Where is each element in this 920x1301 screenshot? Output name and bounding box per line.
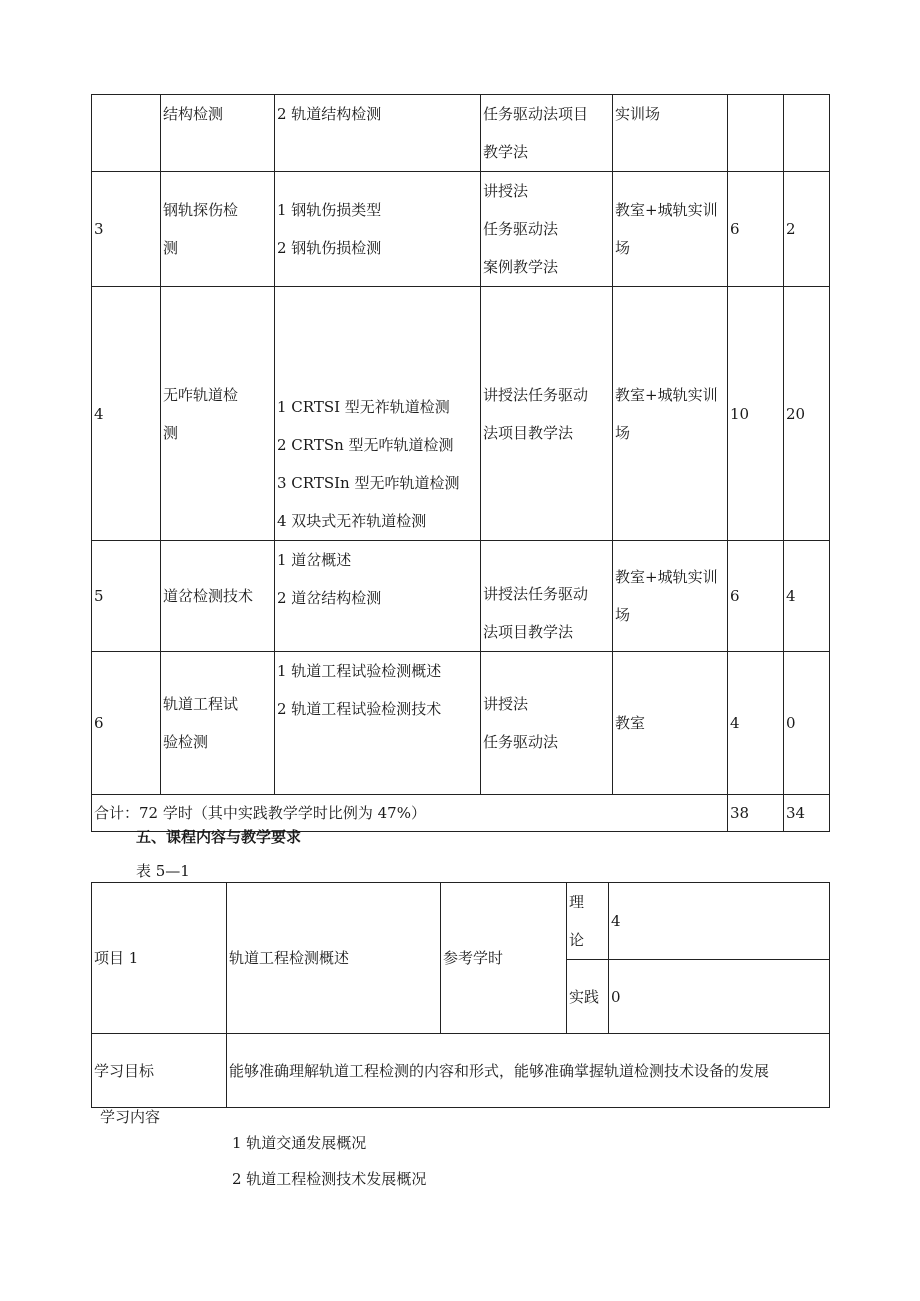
theory-hours: 10 <box>728 287 784 541</box>
project-table <box>91 882 830 1108</box>
learning-content-label: 学习内容 <box>100 1108 161 1126</box>
table-row <box>92 95 830 172</box>
theory-hours: 4 <box>728 652 784 795</box>
project-name: 轨道工程检测概述 <box>227 883 441 1034</box>
table-row <box>92 1034 830 1108</box>
table-row <box>92 883 830 960</box>
row-number: 3 <box>92 172 161 287</box>
teaching-method: 讲授法任务驱动 法项目教学法 <box>481 287 613 541</box>
section-heading: 五、课程内容与教学要求 <box>136 828 302 846</box>
total-theory-hours: 38 <box>728 795 784 832</box>
table-row <box>92 541 830 652</box>
teaching-place: 教室+城轨实训 场 <box>613 172 728 287</box>
practice-label: 实践 <box>567 960 609 1034</box>
project-label: 项目 1 <box>92 883 227 1034</box>
content-items: 1 道岔概述 2 道岔结构检测 <box>275 541 481 652</box>
row-number: 5 <box>92 541 161 652</box>
total-practice-hours: 34 <box>784 795 830 832</box>
theory-value: 4 <box>609 883 830 960</box>
theory-label: 理 论 <box>567 883 609 960</box>
module-name: 道岔检测技术 <box>161 541 275 652</box>
teaching-method: 讲授法 任务驱动法 <box>481 652 613 795</box>
content-items: 2 轨道结构检测 <box>275 95 481 172</box>
content-items: 1 钢轨伤损类型 2 钢轨伤损检测 <box>275 172 481 287</box>
course-schedule-table <box>91 94 830 832</box>
hours-label: 参考学时 <box>441 883 567 1034</box>
teaching-method: 讲授法任务驱动 法项目教学法 <box>481 541 613 652</box>
content-items: 1 轨道工程试验检测概述 2 轨道工程试验检测技术 <box>275 652 481 795</box>
practice-hours: 2 <box>784 172 830 287</box>
teaching-place: 教室 <box>613 652 728 795</box>
theory-hours: 6 <box>728 172 784 287</box>
practice-hours: 4 <box>784 541 830 652</box>
total-label: 合计：72 学时（其中实践教学学时比例为 47%） <box>92 795 728 832</box>
row-number: 4 <box>92 287 161 541</box>
teaching-method: 任务驱动法项目 教学法 <box>481 95 613 172</box>
row-number <box>92 95 161 172</box>
practice-hours: 20 <box>784 287 830 541</box>
table-row <box>92 287 830 541</box>
module-name: 轨道工程试 验检测 <box>161 652 275 795</box>
theory-hours: 6 <box>728 541 784 652</box>
content-items: 1 CRTSI 型无祚轨道检测 2 CRTSn 型无咋轨道检测 3 CRTSIn 型无咋轨道检测 4 双块式无祚轨道检测 <box>275 287 481 541</box>
module-name: 钢轨探伤检 测 <box>161 172 275 287</box>
list-item: 1 轨道交通发展概况 <box>232 1134 367 1152</box>
practice-hours: 0 <box>784 652 830 795</box>
theory-hours <box>728 95 784 172</box>
module-name: 无咋轨道检 测 <box>161 287 275 541</box>
practice-hours <box>784 95 830 172</box>
teaching-place: 教室+城轨实训 场 <box>613 287 728 541</box>
teaching-place: 教室+城轨实训 场 <box>613 541 728 652</box>
goal-label: 学习目标 <box>92 1034 227 1108</box>
teaching-method: 讲授法 任务驱动法 案例教学法 <box>481 172 613 287</box>
table-caption: 表 5—1 <box>136 862 190 880</box>
teaching-place: 实训场 <box>613 95 728 172</box>
practice-value: 0 <box>609 960 830 1034</box>
row-number: 6 <box>92 652 161 795</box>
module-name: 结构检测 <box>161 95 275 172</box>
list-item: 2 轨道工程检测技术发展概况 <box>232 1170 427 1188</box>
table-row <box>92 652 830 795</box>
table-row <box>92 172 830 287</box>
goal-text: 能够准确理解轨道工程检测的内容和形式，能够准确掌握轨道检测技术设备的发展 <box>227 1034 830 1108</box>
